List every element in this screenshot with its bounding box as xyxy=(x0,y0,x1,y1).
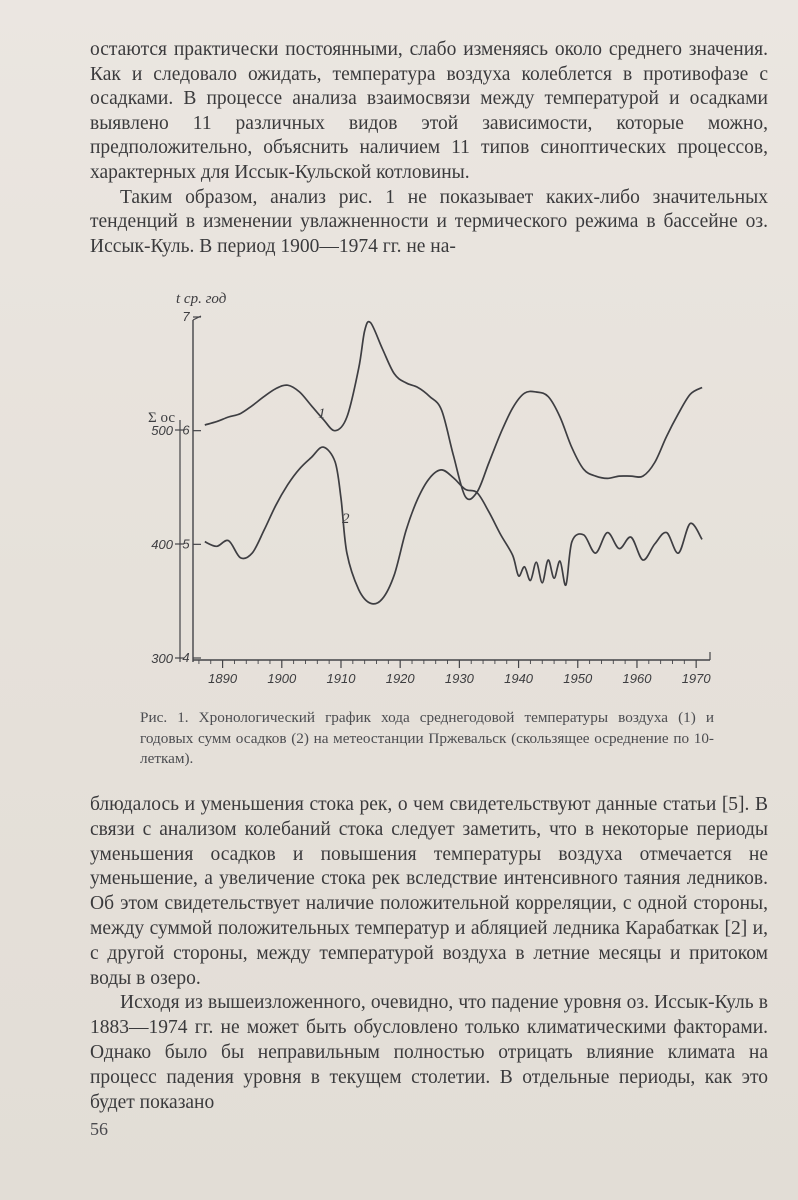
x-tick-label: 1900 xyxy=(267,671,297,686)
precipitation-tick-label: 300 xyxy=(151,651,173,666)
precipitation-axis-label: Σ ос xyxy=(148,410,176,426)
chart-axes xyxy=(175,316,710,668)
paragraph: остаются практически постоянными, слабо изменяясь около среднего значения. Как и следовало ожидать, температура воздуха колеблется в противофазе с осадками. В процессе анализа взаимосвязи между температурой и осадками выявлено 11 различных видов этой зависимости, которые можно, предположительно, объяснить наличием 11 типов синоптических процессов, характерных для Иссык-Кульской котловины. xyxy=(90,39,768,183)
x-tick-label: 1970 xyxy=(681,671,711,686)
temperature-tick-label: 6 xyxy=(182,422,190,438)
chart-labels xyxy=(148,291,711,686)
precipitation-tick-label: 500 xyxy=(151,423,173,438)
series-line-1 xyxy=(205,322,702,500)
paragraph: Таким образом, анализ рис. 1 не показывает каких-либо значительных тенденций в изменении увлажненности и термического режима в бассейне оз. Иссык-Куль. В период 1900—1974 гг. не на- xyxy=(90,186,768,257)
x-tick-label: 1950 xyxy=(563,671,593,686)
series-label-2: 2 xyxy=(342,511,350,527)
x-tick-label: 1960 xyxy=(622,671,652,686)
page-number: 56 xyxy=(90,1119,108,1139)
temperature-tick-label: 7 xyxy=(182,309,190,324)
temperature-tick-label: 5 xyxy=(182,536,190,552)
series-line-2 xyxy=(205,447,702,604)
x-tick-label: 1890 xyxy=(208,671,238,686)
temperature-axis-label: t ср. год xyxy=(176,291,227,307)
series-label-1: 1 xyxy=(318,406,326,422)
chart-series xyxy=(205,322,702,604)
x-tick-label: 1940 xyxy=(504,671,534,686)
paragraph: Исходя из вышеизложенного, очевидно, что падение уровня оз. Иссык-Куль в 1883—1974 гг. не может быть обусловлено только климатическими факторами. Однако было бы неправильным полностью отрицать влияние климата на процесс падения уровня в текущем столетии. В отдельные периоды, как это будет показано xyxy=(90,992,768,1113)
paragraph: блюдалось и уменьшения стока рек, о чем свидетельствуют данные статьи [5]. В связи с анализом колебаний стока следует заметить, что в некоторые периоды уменьшения осадков и повышения температуры воздуха отмечается не уменьшение, а увеличение стока рек вследствие интенсивного таяния ледников. Об этом свидетельствует наличие положительной корреляции, с одной стороны, между суммой положительных температур и абляцией ледника Карабаткак [2] и, с другой стороны, между температурой воздуха в летние месяцы и притоком воды в озеро. xyxy=(90,794,768,989)
figure-caption: Рис. 1. Хронологический график хода среднегодовой температуры воздуха (1) и годовых сумм осадков (2) на метеостанции Пржевальск (скользящее осреднение по 10-леткам). xyxy=(140,709,714,767)
x-tick-label: 1930 xyxy=(444,671,474,686)
precipitation-tick-label: 400 xyxy=(151,537,173,552)
temperature-tick-label: 4 xyxy=(182,650,190,665)
x-tick-label: 1920 xyxy=(385,671,415,686)
text-block-bottom xyxy=(90,793,768,1115)
x-tick-label: 1910 xyxy=(326,671,356,686)
